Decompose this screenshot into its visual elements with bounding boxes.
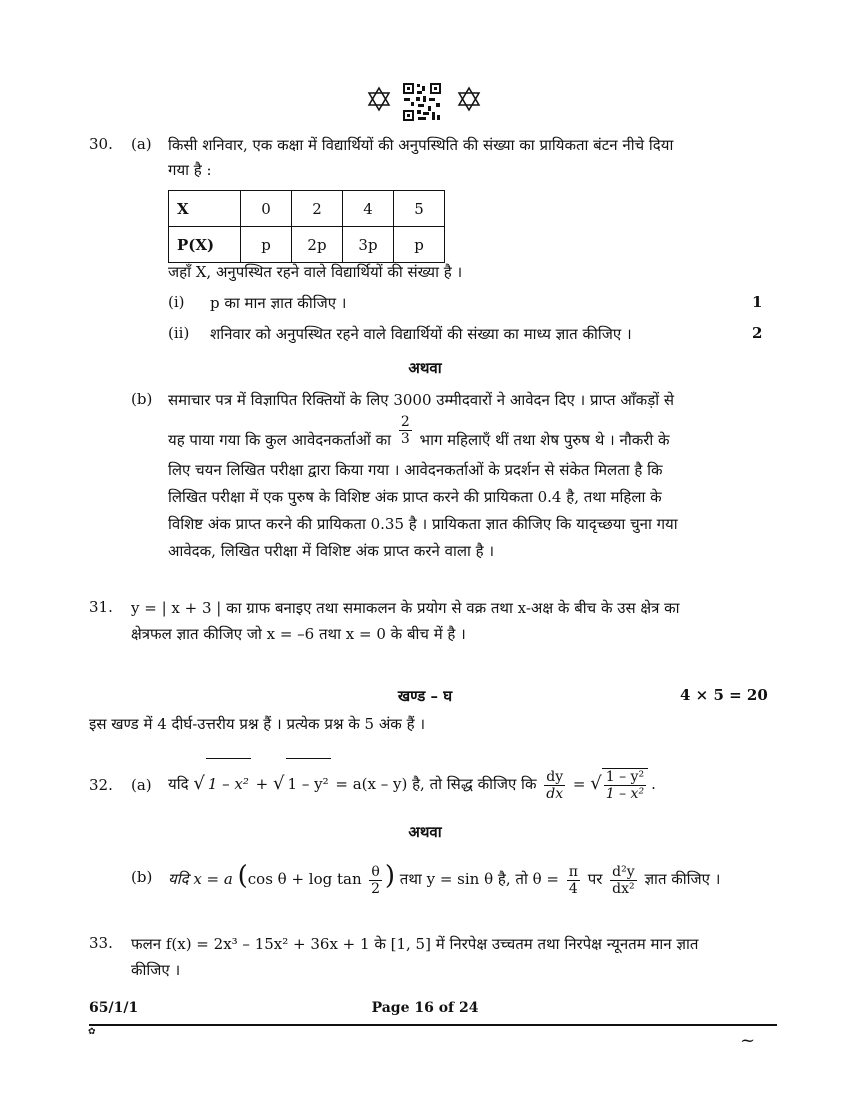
derivative-fraction (544, 769, 565, 802)
q30-or-divider: अथवा (408, 359, 442, 377)
fraction-denominator: 4 (568, 880, 578, 897)
q32a-period: . (651, 775, 656, 793)
open-paren: ( (237, 861, 248, 891)
q30b-text-line-4: लिखित परीक्षा में एक पुरुष के विशिष्ट अंक प्राप्त करने की प्रायिकता 0.4 है, तथा महिला के (168, 488, 662, 506)
pi-over-four (567, 864, 580, 897)
square-root-icon: √ (193, 773, 205, 794)
fraction-denominator: dx (546, 785, 564, 802)
table-cell: 3p (343, 227, 394, 263)
fraction-denominator: 2 (371, 880, 381, 897)
q30a-ii-text: शनिवार को अनुपस्थित रहने वाले विद्यार्थियों की संख्या का माध्य ज्ञात कीजिए । (210, 325, 632, 343)
q32b-inner: cos θ + log tan (247, 870, 362, 888)
table-header-x: X (169, 191, 241, 227)
table-cell: 4 (343, 191, 394, 227)
q32a-plus: + (255, 775, 269, 793)
qr-code-icon (402, 82, 442, 122)
q30a-i-label: (i) (168, 293, 185, 311)
q30b-line-2-start: यह पाया गया कि कुल आवेदनकर्ताओं का (168, 430, 392, 449)
root-fraction (602, 768, 648, 802)
section-title: खण्ड – घ (397, 687, 453, 705)
q32a-root-one: 1 – x² (206, 758, 251, 809)
table-cell: 5 (394, 191, 445, 227)
q30-part-b-label: (b) (131, 390, 153, 408)
square-root-icon: √ (273, 773, 285, 794)
q32-or-divider: अथवा (408, 823, 442, 841)
close-paren: ) (384, 861, 396, 891)
theta-over-two (369, 864, 381, 897)
fraction-denominator: dx² (612, 880, 635, 897)
footer-divider (89, 1024, 777, 1026)
q30b-text-line-5: विशिष्ट अंक प्राप्त करने की प्रायिकता 0.35 है । प्रायिकता ज्ञात कीजिए कि यादृच्छया चुना गया (168, 515, 678, 533)
question-number-31: 31. (89, 598, 113, 616)
q32b-end: ज्ञात कीजिए । (644, 870, 721, 888)
q32a-root-two: 1 – y² (286, 758, 331, 809)
q32-part-b-label: (b) (131, 868, 153, 886)
fraction-numerator: π (568, 863, 578, 880)
q31-text-line-1: y = | x + 3 | का ग्राफ बनाइए तथा समाकलन के प्रयोग से वक्र तथा x-अक्ष के बीच के उस क्षेत्र का (131, 599, 680, 617)
table-row-px (169, 227, 445, 263)
q30a-ii-marks: 2 (752, 324, 763, 342)
second-derivative-fraction (610, 864, 636, 897)
q31-text-line-2: क्षेत्रफल ज्ञात कीजिए जो x = –6 तथा x = 0 के बीच में है । (131, 625, 466, 643)
q32b-par: पर (587, 870, 603, 888)
q32a-equation (168, 758, 728, 808)
table-cell: 2p (292, 227, 343, 263)
section-marks: 4 × 5 = 20 (680, 686, 768, 704)
page-number: Page 16 of 24 (371, 1000, 479, 1016)
table-cell: p (241, 227, 292, 263)
table-header-px: P(X) (169, 227, 241, 263)
q32-part-a-label: (a) (131, 776, 152, 794)
q32a-equals: = (572, 775, 586, 793)
q32b-equation (168, 850, 728, 902)
table-cell: 0 (241, 191, 292, 227)
q32b-middle: तथा y = sin θ है, तो θ = (399, 870, 559, 888)
table-cell: p (394, 227, 445, 263)
fraction-denominator: 3 (400, 431, 410, 447)
probability-distribution-table (168, 190, 445, 263)
paper-code: 65/1/1 (89, 1000, 139, 1016)
fraction-numerator: 1 – y² (605, 769, 645, 785)
q30a-note: जहाँ X, अनुपस्थित रहने वाले विद्यार्थियों की संख्या है । (168, 263, 463, 281)
q30a-i-marks: 1 (752, 293, 763, 311)
page-tilde: ~ (740, 1030, 756, 1051)
q33-text-line-1: फलन f(x) = 2x³ – 15x² + 36x + 1 के [1, 5] में निरपेक्ष उच्चतम तथा निरपेक्ष न्यूनतम मान ज्ञात (131, 935, 699, 953)
star-of-david-icon-right (456, 86, 482, 112)
q33-text-line-2: कीजिए । (131, 961, 181, 979)
q30a-text-line-1: किसी शनिवार, एक कक्षा में विद्यार्थियों की अनुपस्थिति की संख्या का प्रायिकता बंटन नीचे दिया (168, 136, 674, 154)
question-number-32: 32. (89, 776, 113, 794)
q30b-text-line-1: समाचार पत्र में विज्ञापित रिक्तियों के लिए 3000 उम्मीदवारों ने आवेदन दिए । प्राप्त आँकड़ों से (168, 391, 675, 409)
q30b-text-line-3: लिए चयन लिखित परीक्षा द्वारा किया गया । आवेदनकर्ताओं के प्रदर्शन से संकेत मिलता है कि (168, 461, 663, 479)
q30a-text-line-2: गया है : (168, 161, 212, 179)
fraction-numerator: dy (546, 768, 564, 785)
star-of-david-icon-left (366, 86, 392, 112)
fraction-numerator: θ (371, 863, 380, 880)
q32a-prefix: यदि (168, 775, 189, 793)
fraction-numerator: 2 (400, 414, 410, 430)
q30a-i-text: p का मान ज्ञात कीजिए । (210, 294, 347, 312)
fraction-denominator: 1 – x² (605, 786, 645, 802)
square-root-icon: √ (590, 773, 602, 794)
q32a-middle: = a(x – y) है, तो सिद्ध कीजिए कि (335, 775, 537, 793)
fraction-two-thirds (399, 414, 412, 447)
q30b-line-2-end: भाग महिलाएँ थीं तथा शेष पुरुष थे । नौकरी के (419, 430, 670, 449)
q32b-prefix: यदि x = a (168, 870, 233, 888)
header-marks (0, 82, 850, 122)
q30-part-a-label: (a) (131, 135, 152, 153)
footer-flower-icon: ✿ (88, 1027, 96, 1037)
table-cell: 2 (292, 191, 343, 227)
section-intro: इस खण्ड में 4 दीर्घ-उत्तरीय प्रश्न हैं । प्रत्येक प्रश्न के 5 अंक हैं । (89, 715, 426, 733)
table-row-x (169, 191, 445, 227)
fraction-numerator: d²y (612, 863, 635, 880)
question-number-33: 33. (89, 934, 113, 952)
question-number-30: 30. (89, 135, 113, 153)
q30b-text-line-6: आवेदक, लिखित परीक्षा में विशिष्ट अंक प्राप्त करने वाला है । (168, 542, 495, 560)
q30b-text-line-2 (168, 414, 728, 454)
q30a-ii-label: (ii) (168, 324, 190, 342)
